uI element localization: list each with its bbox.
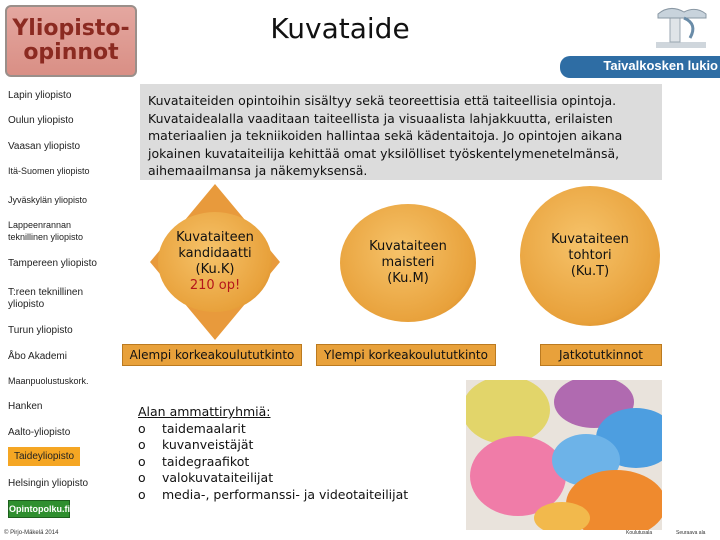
degree-bachelor-line3: (Ku.K) <box>195 262 235 277</box>
list-item <box>138 470 438 487</box>
sidebar-item-aalto-yliopisto[interactable]: Aalto-yliopisto <box>8 427 71 438</box>
professions-list <box>138 404 438 503</box>
list-item <box>138 454 438 471</box>
degree-doctor-line1: Kuvataiteen <box>551 232 629 247</box>
sidebar-item-lappeenranta-line2[interactable]: teknillinen yliopisto <box>8 232 84 242</box>
sidebar-item-turun-yliopisto[interactable]: Turun yliopisto <box>8 325 73 336</box>
bullet: o <box>138 453 146 469</box>
list-item <box>138 487 438 504</box>
degree-master-line1: Kuvataiteen <box>369 239 447 254</box>
sidebar-item-vaasan-yliopisto[interactable]: Vaasan yliopisto <box>8 141 81 152</box>
sidebar-item-oulun-yliopisto[interactable]: Oulun yliopisto <box>8 115 74 126</box>
degree-master[interactable] <box>340 204 476 322</box>
sidebar-item-jyvaskylan-yliopisto[interactable]: Jyväskylän yliopisto <box>8 195 88 205</box>
description-box: Kuvataiteiden opintoihin sisältyy sekä teoreettisia että taiteellisia opintoja. Kuvataidealalla vaaditaan taiteellista ja visuaalista lahjakkuutta, erilaisten materiaalien ja tekniikoiden hallintaa sekä kädentaitoja. Jo opintojen aikana jokainen kuvataiteilija kehittää omat yksilölliset työskentelymenetelmänsä, aihemaailmansa ja näkemyksensä. <box>140 84 662 180</box>
opintopolku-button[interactable]: Opintopolku.fi <box>8 500 70 518</box>
list-item <box>138 437 438 454</box>
sidebar-item-abo-akademi[interactable]: Åbo Akademi <box>8 351 67 362</box>
degree-doctor-line2: tohtori <box>568 248 612 263</box>
bullet: o <box>138 486 146 502</box>
sidebar-item-hanken[interactable]: Hanken <box>8 401 43 412</box>
bullet: o <box>138 470 146 485</box>
degree-master-line3: (Ku.M) <box>387 271 429 286</box>
column-emblem-icon <box>650 4 712 50</box>
profession-label: kuvanveistäjät <box>162 437 254 452</box>
list-item <box>138 421 438 438</box>
bullet: o <box>138 437 146 452</box>
profession-label: valokuvataiteilijat <box>162 470 274 485</box>
professions-heading: Alan ammattiryhmiä: <box>138 404 271 419</box>
degree-master-line2: maisteri <box>381 255 435 270</box>
degree-doctor-line3: (Ku.T) <box>570 264 610 279</box>
sidebar-item-maanpuolustuskorkeakoulu[interactable]: Maanpuolustuskork. <box>8 376 89 386</box>
sidebar-item-helsingin-yliopisto[interactable]: Helsingin yliopisto <box>8 478 89 489</box>
profession-label: taidemaalarit <box>162 420 246 436</box>
sidebar-item-lapin-yliopisto[interactable]: Lapin yliopisto <box>8 90 72 101</box>
degree-bachelor-line1: Kuvataiteen <box>176 230 254 245</box>
footer-link-koulutusala[interactable]: Koulutusala <box>626 530 653 536</box>
degree-bachelor-line2: kandidaatti <box>178 246 252 261</box>
degree-bachelor[interactable] <box>158 212 272 312</box>
sidebar-item-tampereen-yliopisto[interactable]: Tampereen yliopisto <box>8 258 97 269</box>
logo-line-2: opinnot <box>23 40 119 65</box>
sidebar-item-treen-line1[interactable]: T:reen teknillinen <box>8 287 84 298</box>
logo-line-1: Yliopisto- <box>12 16 130 41</box>
level-lower-degree: Alempi korkeakoulututkinto <box>122 344 302 366</box>
paint-jars-image <box>466 380 662 530</box>
yliopisto-opinnot-logo[interactable] <box>5 5 137 77</box>
degree-bachelor-credits: 210 op! <box>189 278 241 293</box>
page-title: Kuvataide <box>270 12 410 45</box>
footer-link-seuraava-ala[interactable]: Seuraava ala <box>676 530 706 536</box>
level-postgraduate: Jatkotutkinnot <box>540 344 662 366</box>
sidebar-item-treen-line2[interactable]: yliopisto <box>8 299 45 310</box>
degree-doctor[interactable] <box>520 186 660 326</box>
sidebar-item-lappeenranta-line1[interactable]: Lappeenrannan <box>8 220 72 230</box>
copyright: © Pirjo-Mäkelä 2014 <box>4 530 59 536</box>
profession-label: taidegraafikot <box>162 453 250 469</box>
sidebar-item-ita-suomen-yliopisto[interactable]: Itä-Suomen yliopisto <box>8 166 90 176</box>
sidebar-item-taideyliopisto[interactable]: Taideyliopisto <box>8 447 80 466</box>
level-higher-degree: Ylempi korkeakoulututkinto <box>316 344 496 366</box>
profession-label: media-, performanssi- ja videotaiteilijat <box>162 486 409 502</box>
school-name: Taivalkosken lukio <box>603 58 718 73</box>
bullet: o <box>138 420 146 436</box>
